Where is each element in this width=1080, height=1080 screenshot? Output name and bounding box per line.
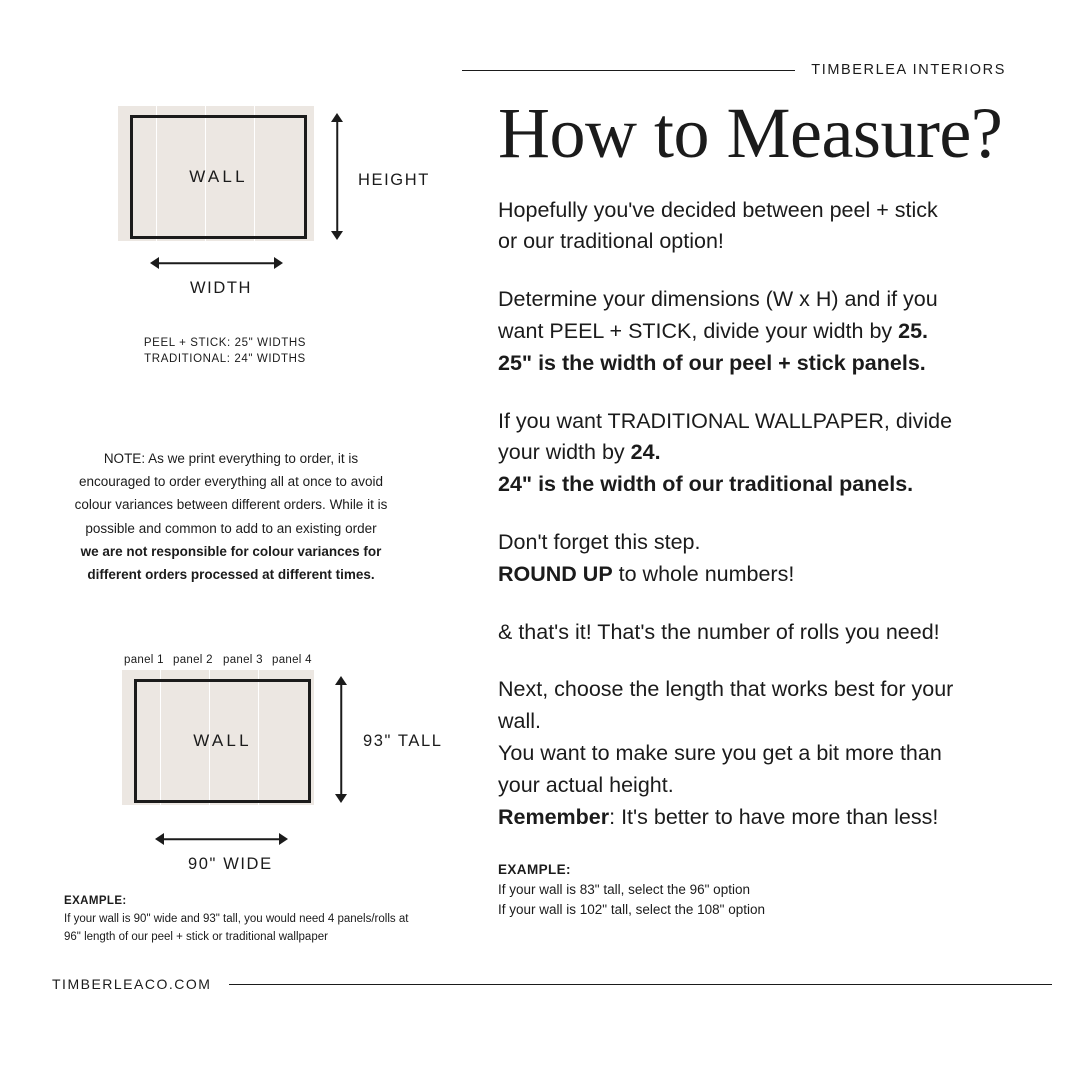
panel-caption-4: panel 4 bbox=[272, 654, 312, 666]
wall-outline-top bbox=[130, 115, 307, 239]
rolls-paragraph bbox=[498, 617, 1018, 649]
order-note-line3: colour variances between different orders. While it is bbox=[74, 497, 388, 513]
peel-width-statement: 25" is the width of our peel + stick panels. bbox=[498, 350, 926, 375]
left-example-line2: 96" length of our peel + stick or traditional wallpaper bbox=[64, 930, 328, 943]
arrow-head-left-icon bbox=[150, 257, 159, 269]
rolls-line: & that's it! That's the number of rolls you need! bbox=[498, 619, 940, 644]
panel-caption-1: panel 1 bbox=[124, 654, 164, 666]
trad-divisor: 24. bbox=[630, 440, 661, 465]
width-label-top: WIDTH bbox=[190, 279, 253, 297]
right-example-line1: If your wall is 83" tall, select the 96" option bbox=[498, 881, 750, 897]
wall-label-top: WALL bbox=[189, 167, 248, 186]
right-example-label: EXAMPLE: bbox=[498, 861, 571, 877]
brand-name: TIMBERLEA INTERIORS bbox=[811, 62, 1006, 78]
diagram-bottom bbox=[122, 670, 314, 805]
peel-line-3 bbox=[498, 348, 1018, 380]
order-note-bold-line2: different orders processed at different times. bbox=[87, 567, 375, 583]
round-line-1: Don't forget this step. bbox=[498, 530, 701, 555]
arrow-head-left-icon bbox=[155, 833, 164, 845]
round-up-emphasis: ROUND UP bbox=[498, 561, 613, 586]
widths-note bbox=[84, 336, 366, 367]
trad-line-2 bbox=[498, 437, 1018, 469]
arrow-head-up-icon bbox=[331, 113, 343, 122]
arrow-head-right-icon bbox=[279, 833, 288, 845]
footer bbox=[52, 976, 1052, 992]
length-line-4: your actual height. bbox=[498, 772, 674, 797]
left-example-line1: If your wall is 90" wide and 93" tall, you would need 4 panels/rolls at bbox=[64, 912, 409, 925]
trad-line-3 bbox=[498, 469, 1018, 501]
remember-emphasis: Remember bbox=[498, 804, 610, 829]
wall-outline-bottom bbox=[134, 679, 311, 803]
length-line-3: You want to make sure you get a bit more than bbox=[498, 741, 942, 766]
width-label-bottom: 90" WIDE bbox=[188, 855, 273, 873]
arrow-head-down-icon bbox=[335, 794, 347, 803]
footer-url[interactable]: TIMBERLEACO.COM bbox=[52, 976, 212, 992]
intro-paragraph bbox=[498, 195, 1018, 259]
round-up-paragraph bbox=[498, 527, 1018, 591]
peel-stick-paragraph bbox=[498, 284, 1018, 379]
arrow-head-up-icon bbox=[335, 676, 347, 685]
left-example bbox=[64, 893, 444, 946]
peel-line-2 bbox=[498, 316, 1018, 348]
wall-label-bottom: WALL bbox=[193, 731, 252, 750]
remember-rest: : It's better to have more than less! bbox=[609, 804, 939, 829]
arrow-stem bbox=[163, 838, 280, 840]
length-line-1: Next, choose the length that works best for your bbox=[498, 677, 954, 702]
order-note-line4: possible and common to add to an existing order bbox=[85, 520, 377, 536]
length-line-2: wall. bbox=[498, 709, 542, 734]
widths-note-line1: PEEL + STICK: 25" WIDTHS bbox=[143, 337, 307, 349]
page-title: How to Measure? bbox=[498, 93, 1003, 173]
header-divider bbox=[462, 70, 795, 71]
arrow-stem bbox=[158, 262, 275, 264]
trad-width-statement: 24" is the width of our traditional panels. bbox=[498, 472, 914, 497]
right-example bbox=[498, 860, 1018, 921]
height-label-top: HEIGHT bbox=[358, 171, 430, 189]
order-note-line2: encouraged to order everything all at once to avoid bbox=[79, 474, 383, 490]
height-arrow-top bbox=[329, 113, 345, 240]
width-arrow-bottom bbox=[155, 831, 288, 847]
order-note-line1: NOTE: As we print everything to order, it is bbox=[103, 451, 359, 466]
arrow-stem bbox=[340, 684, 342, 795]
brand-header bbox=[462, 62, 1006, 78]
height-arrow-bottom bbox=[333, 676, 349, 803]
remember-line bbox=[498, 802, 1018, 834]
panel-caption-2: panel 2 bbox=[173, 654, 213, 666]
left-column bbox=[0, 0, 462, 1080]
left-example-label: EXAMPLE: bbox=[64, 895, 127, 907]
arrow-head-right-icon bbox=[274, 257, 283, 269]
height-label-bottom: 93" TALL bbox=[363, 732, 443, 750]
intro-line-1: Hopefully you've decided between peel + stick bbox=[498, 197, 938, 222]
trad-line-2-text: your width by bbox=[498, 440, 631, 465]
footer-divider bbox=[229, 984, 1052, 985]
peel-line-1: Determine your dimensions (W x H) and if you bbox=[498, 287, 938, 312]
peel-divisor: 25. bbox=[898, 318, 929, 343]
round-line-2-rest: to whole numbers! bbox=[612, 561, 795, 586]
right-example-line2: If your wall is 102" tall, select the 108" option bbox=[498, 902, 765, 918]
arrow-head-down-icon bbox=[331, 231, 343, 240]
length-paragraph bbox=[498, 674, 1018, 833]
peel-line-2-text: want PEEL + STICK, divide your width by bbox=[498, 318, 899, 343]
arrow-stem bbox=[336, 121, 338, 232]
panel-caption-3: panel 3 bbox=[223, 654, 263, 666]
widths-note-line2: TRADITIONAL: 24" WIDTHS bbox=[144, 352, 306, 365]
trad-line-1: If you want TRADITIONAL WALLPAPER, divide bbox=[498, 408, 953, 433]
order-note-bold-line1: we are not responsible for colour variances for bbox=[80, 543, 382, 559]
diagram-top bbox=[118, 106, 314, 241]
traditional-paragraph bbox=[498, 406, 1018, 501]
intro-line-2: or our traditional option! bbox=[498, 229, 724, 254]
width-arrow-top bbox=[150, 255, 283, 271]
round-line-2 bbox=[498, 559, 1018, 591]
order-note bbox=[56, 447, 406, 586]
right-column bbox=[498, 93, 1018, 920]
